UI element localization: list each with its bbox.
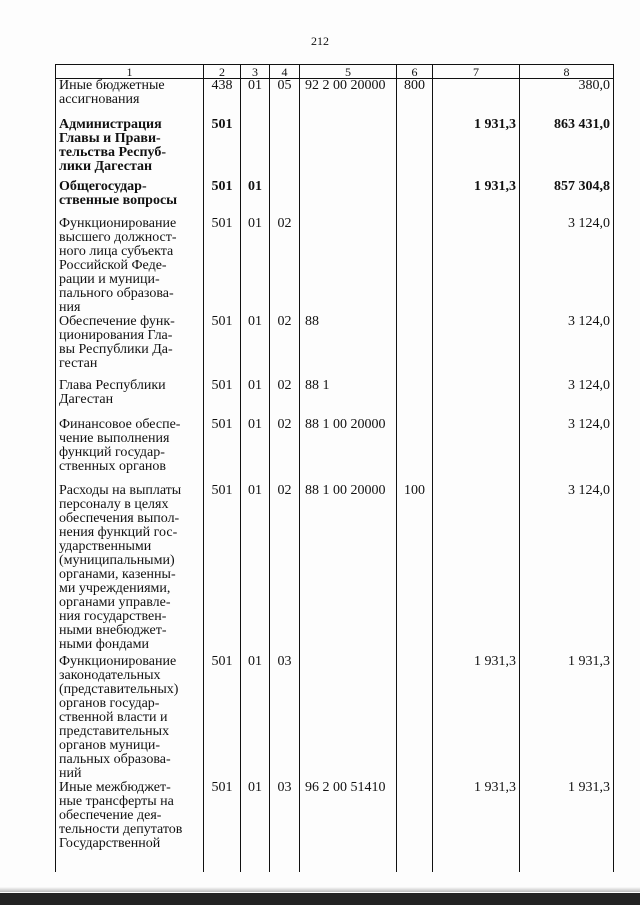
row-podrazdel: 03 xyxy=(270,781,300,872)
row-kcsr xyxy=(300,655,397,781)
row-name: Иные бюджетные ассигнования xyxy=(56,79,204,118)
table-row xyxy=(56,484,614,655)
row-kcsr: 88 1 00 20000 xyxy=(300,418,397,484)
row-glava: 501 xyxy=(204,418,241,484)
row-name: Глава Республики Дагестан xyxy=(56,379,204,418)
row-vr: 100 xyxy=(397,484,433,655)
row-razdel: 01 xyxy=(241,418,270,484)
row-razdel: 01 xyxy=(241,379,270,418)
table-row xyxy=(56,118,614,180)
row-kcsr: 92 2 00 20000 xyxy=(300,79,397,118)
row-podrazdel: 02 xyxy=(270,315,300,379)
header-col-2: 2 xyxy=(204,65,241,79)
row-amount-7: 1 931,3 xyxy=(433,781,520,872)
row-glava: 501 xyxy=(204,217,241,315)
row-amount-8: 3 124,0 xyxy=(520,217,614,315)
row-podrazdel: 02 xyxy=(270,217,300,315)
table-header xyxy=(56,65,614,79)
row-amount-8: 3 124,0 xyxy=(520,418,614,484)
row-glava: 501 xyxy=(204,379,241,418)
row-name: Функционирование законодательных (представительных) органов государ- ственной власти и представительных органов муници- пальных образова- ний xyxy=(56,655,204,781)
row-amount-7 xyxy=(433,418,520,484)
row-amount-7 xyxy=(433,379,520,418)
row-podrazdel: 05 xyxy=(270,79,300,118)
row-name: Функционирование высшего должност- ного лица субъекта Российской Феде- рации и муници- пального образова- ния xyxy=(56,217,204,315)
page-number: 212 xyxy=(311,34,329,48)
row-razdel: 01 xyxy=(241,217,270,315)
row-kcsr xyxy=(300,118,397,180)
row-vr xyxy=(397,180,433,217)
row-razdel xyxy=(241,118,270,180)
row-amount-7 xyxy=(433,484,520,655)
row-glava: 501 xyxy=(204,315,241,379)
row-podrazdel xyxy=(270,118,300,180)
row-podrazdel: 02 xyxy=(270,379,300,418)
row-razdel: 01 xyxy=(241,655,270,781)
row-amount-8: 380,0 xyxy=(520,79,614,118)
row-kcsr: 88 xyxy=(300,315,397,379)
row-vr xyxy=(397,418,433,484)
row-glava: 438 xyxy=(204,79,241,118)
row-kcsr xyxy=(300,217,397,315)
header-col-8: 8 xyxy=(520,65,614,79)
header-col-3: 3 xyxy=(241,65,270,79)
row-name: Иные межбюджет- ные трансферты на обеспечение дея- тельности депутатов Государственной xyxy=(56,781,204,872)
row-glava: 501 xyxy=(204,118,241,180)
row-glava: 501 xyxy=(204,781,241,872)
table-row xyxy=(56,418,614,484)
row-name: Расходы на выплаты персоналу в целях обеспечения выпол- нения функций гос- ударственными (муниципальными) органами, казенны- ми учреждениями, органами управле- ния государствен- ными внебюджет- ными фондами xyxy=(56,484,204,655)
row-amount-7: 1 931,3 xyxy=(433,180,520,217)
row-razdel: 01 xyxy=(241,180,270,217)
table-row xyxy=(56,655,614,781)
row-glava: 501 xyxy=(204,655,241,781)
row-amount-8: 1 931,3 xyxy=(520,655,614,781)
row-amount-7 xyxy=(433,217,520,315)
row-kcsr: 88 1 00 20000 xyxy=(300,484,397,655)
row-podrazdel: 02 xyxy=(270,418,300,484)
row-name: Администрация Главы и Прави- тельства Респуб- лики Дагестан xyxy=(56,118,204,180)
row-vr xyxy=(397,118,433,180)
table-row xyxy=(56,781,614,872)
row-vr xyxy=(397,379,433,418)
row-vr xyxy=(397,655,433,781)
table-row xyxy=(56,180,614,217)
table-row xyxy=(56,315,614,379)
row-podrazdel: 02 xyxy=(270,484,300,655)
header-col-4: 4 xyxy=(270,65,300,79)
header-col-6: 6 xyxy=(397,65,433,79)
table-row xyxy=(56,379,614,418)
header-col-7: 7 xyxy=(433,65,520,79)
row-amount-8: 3 124,0 xyxy=(520,484,614,655)
budget-table xyxy=(55,64,614,872)
row-podrazdel xyxy=(270,180,300,217)
row-amount-7: 1 931,3 xyxy=(433,655,520,781)
row-kcsr: 96 2 00 51410 xyxy=(300,781,397,872)
row-razdel: 01 xyxy=(241,484,270,655)
row-amount-7: 1 931,3 xyxy=(433,118,520,180)
row-razdel: 01 xyxy=(241,79,270,118)
row-name: Обеспечение функ- ционирования Гла- вы Республики Да- гестан xyxy=(56,315,204,379)
row-vr: 800 xyxy=(397,79,433,118)
row-name: Общегосудар- ственные вопросы xyxy=(56,180,204,217)
header-col-1: 1 xyxy=(56,65,204,79)
row-amount-7 xyxy=(433,79,520,118)
row-kcsr xyxy=(300,180,397,217)
row-kcsr: 88 1 xyxy=(300,379,397,418)
table-row xyxy=(56,79,614,118)
row-amount-8: 1 931,3 xyxy=(520,781,614,872)
row-razdel: 01 xyxy=(241,781,270,872)
row-vr xyxy=(397,315,433,379)
row-amount-8: 3 124,0 xyxy=(520,315,614,379)
row-vr xyxy=(397,781,433,872)
header-col-5: 5 xyxy=(300,65,397,79)
row-amount-8: 857 304,8 xyxy=(520,180,614,217)
table-body xyxy=(56,79,614,872)
row-amount-8: 3 124,0 xyxy=(520,379,614,418)
row-glava: 501 xyxy=(204,180,241,217)
row-razdel: 01 xyxy=(241,315,270,379)
row-amount-7 xyxy=(433,315,520,379)
row-glava: 501 xyxy=(204,484,241,655)
row-amount-8: 863 431,0 xyxy=(520,118,614,180)
scan-bottom-edge xyxy=(0,893,640,905)
row-vr xyxy=(397,217,433,315)
row-name: Финансовое обеспе- чение выполнения функций государ- ственных органов xyxy=(56,418,204,484)
table-row xyxy=(56,217,614,315)
row-podrazdel: 03 xyxy=(270,655,300,781)
